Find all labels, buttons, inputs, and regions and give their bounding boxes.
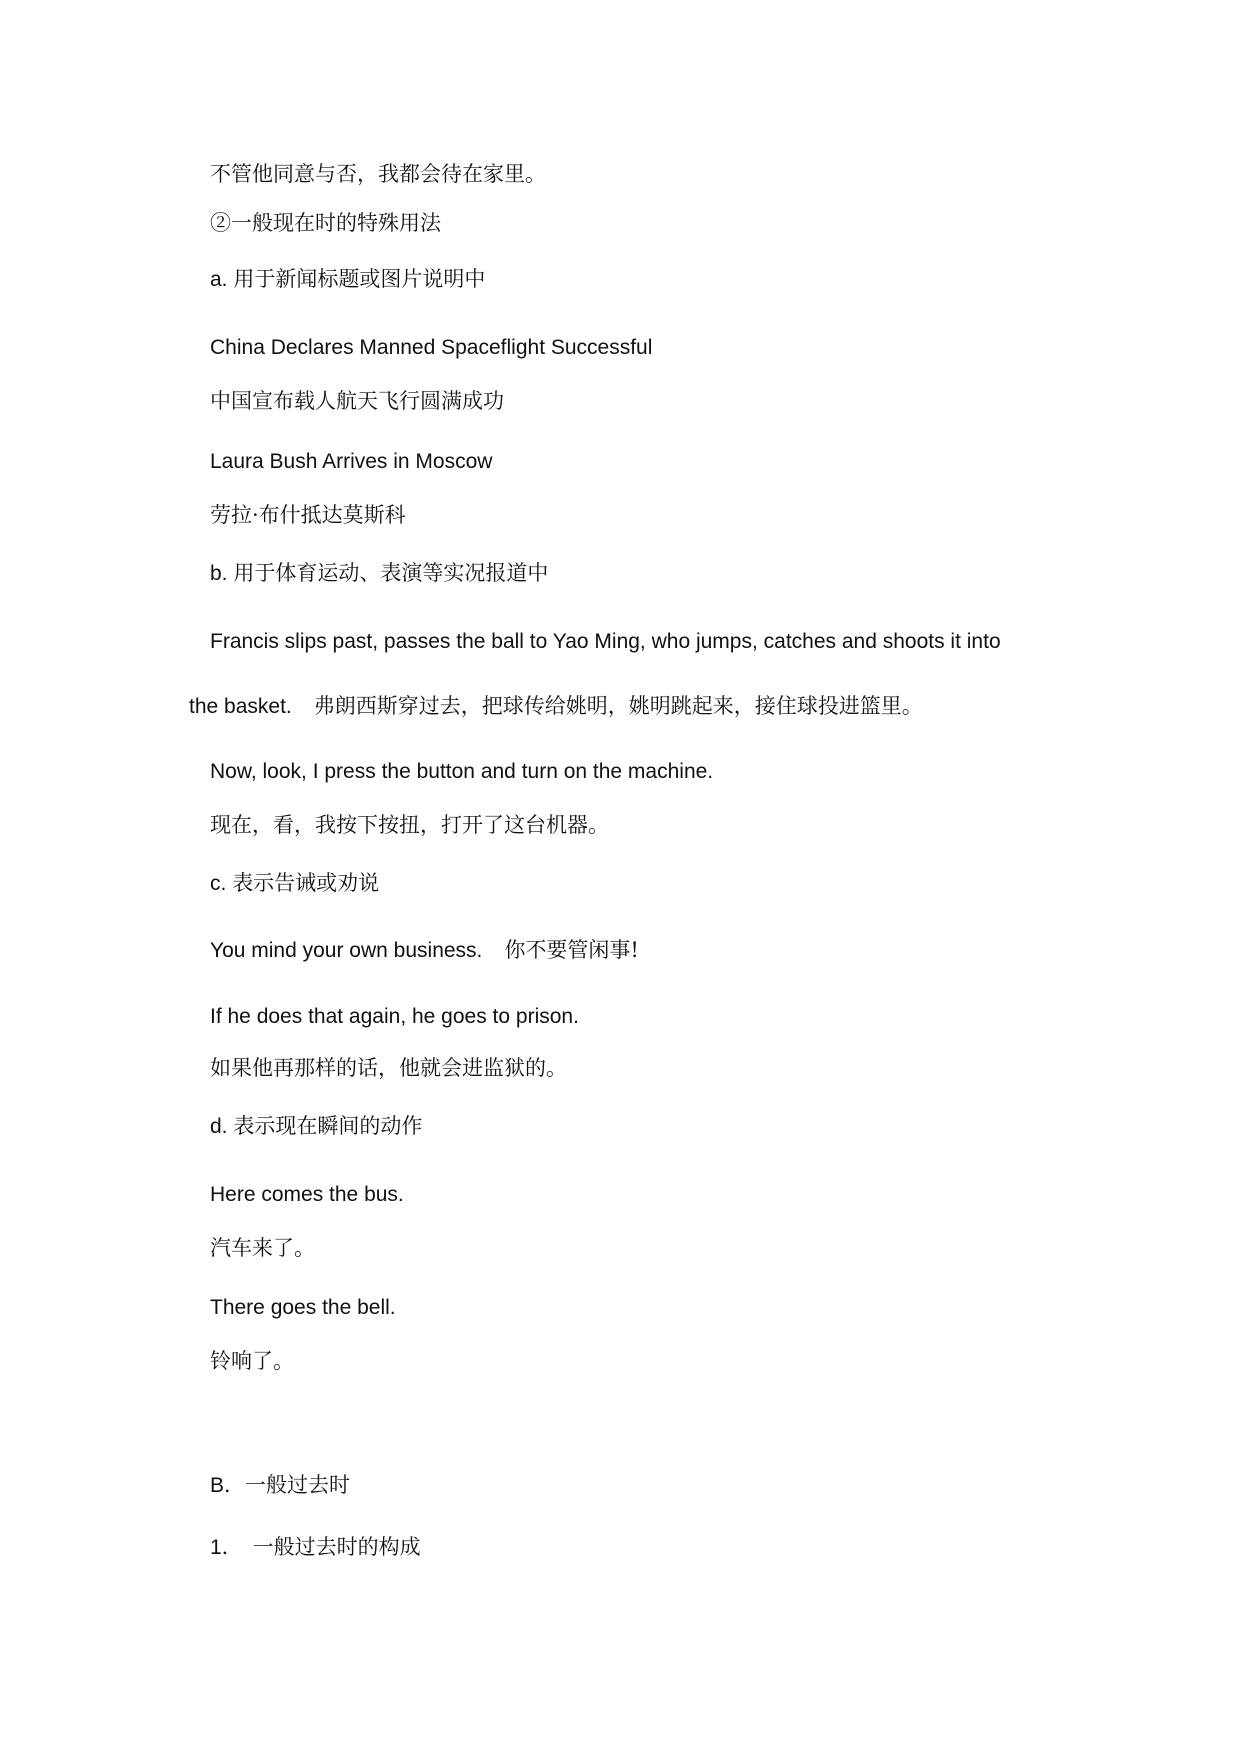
number-marker: 1． bbox=[210, 1536, 243, 1559]
subsection-heading: ②一般现在时的特殊用法 bbox=[210, 211, 441, 235]
example-translation: 你不要管闲事! bbox=[504, 938, 639, 962]
example-translation: 汽车来了。 bbox=[210, 1236, 315, 1260]
usage-item-d bbox=[210, 1116, 422, 1137]
section-title: 一般过去时 bbox=[245, 1473, 351, 1497]
usage-item-c bbox=[210, 873, 379, 894]
usage-item-a bbox=[210, 269, 485, 290]
example-sentence-with-translation bbox=[210, 940, 639, 961]
example-translation: 现在，看，我按下按扭，打开了这台机器。 bbox=[210, 813, 609, 837]
example-translation: 不管他同意与否，我都会待在家里。 bbox=[210, 162, 546, 186]
item-marker: c. bbox=[210, 872, 227, 895]
example-translation: 劳拉·布什抵达莫斯科 bbox=[210, 503, 406, 527]
example-sentence: China Declares Manned Spaceflight Successful bbox=[210, 336, 653, 359]
section-heading bbox=[210, 1475, 350, 1496]
heading-title: 一般过去时的构成 bbox=[252, 1535, 421, 1559]
item-marker: d. bbox=[210, 1115, 228, 1138]
usage-description: 表示告诫或劝说 bbox=[232, 871, 380, 895]
example-sentence-end: the basket. bbox=[189, 695, 292, 718]
example-translation: 如果他再那样的话，他就会进监狱的。 bbox=[210, 1056, 567, 1080]
usage-description: 表示现在瞬间的动作 bbox=[233, 1114, 423, 1138]
example-sentence: Here comes the bus. bbox=[210, 1183, 404, 1206]
usage-description: 用于新闻标题或图片说明中 bbox=[233, 267, 486, 291]
example-sentence: If he does that again, he goes to prison. bbox=[210, 1005, 579, 1028]
example-sentence: Now, look, I press the button and turn on the machine. bbox=[210, 760, 714, 783]
item-marker: b. bbox=[210, 562, 228, 585]
example-translation: 铃响了。 bbox=[210, 1349, 294, 1373]
example-sentence: There goes the bell. bbox=[210, 1296, 396, 1319]
example-sentence: Laura Bush Arrives in Moscow bbox=[210, 450, 493, 473]
usage-description: 用于体育运动、表演等实况报道中 bbox=[233, 561, 549, 585]
example-translation: 中国宣布载人航天飞行圆满成功 bbox=[210, 389, 504, 413]
numbered-heading bbox=[210, 1537, 421, 1558]
example-sentence: Francis slips past, passes the ball to Yao Ming, who jumps, catches and shoots it into bbox=[210, 630, 1001, 653]
example-translation: 弗朗西斯穿过去，把球传给姚明，姚明跳起来，接住球投进篮里。 bbox=[313, 694, 923, 718]
section-marker: B． bbox=[210, 1474, 246, 1497]
example-sentence: You mind your own business. bbox=[210, 939, 483, 962]
example-sentence-with-translation bbox=[189, 696, 923, 717]
item-marker: a. bbox=[210, 268, 228, 291]
usage-item-b bbox=[210, 563, 548, 584]
